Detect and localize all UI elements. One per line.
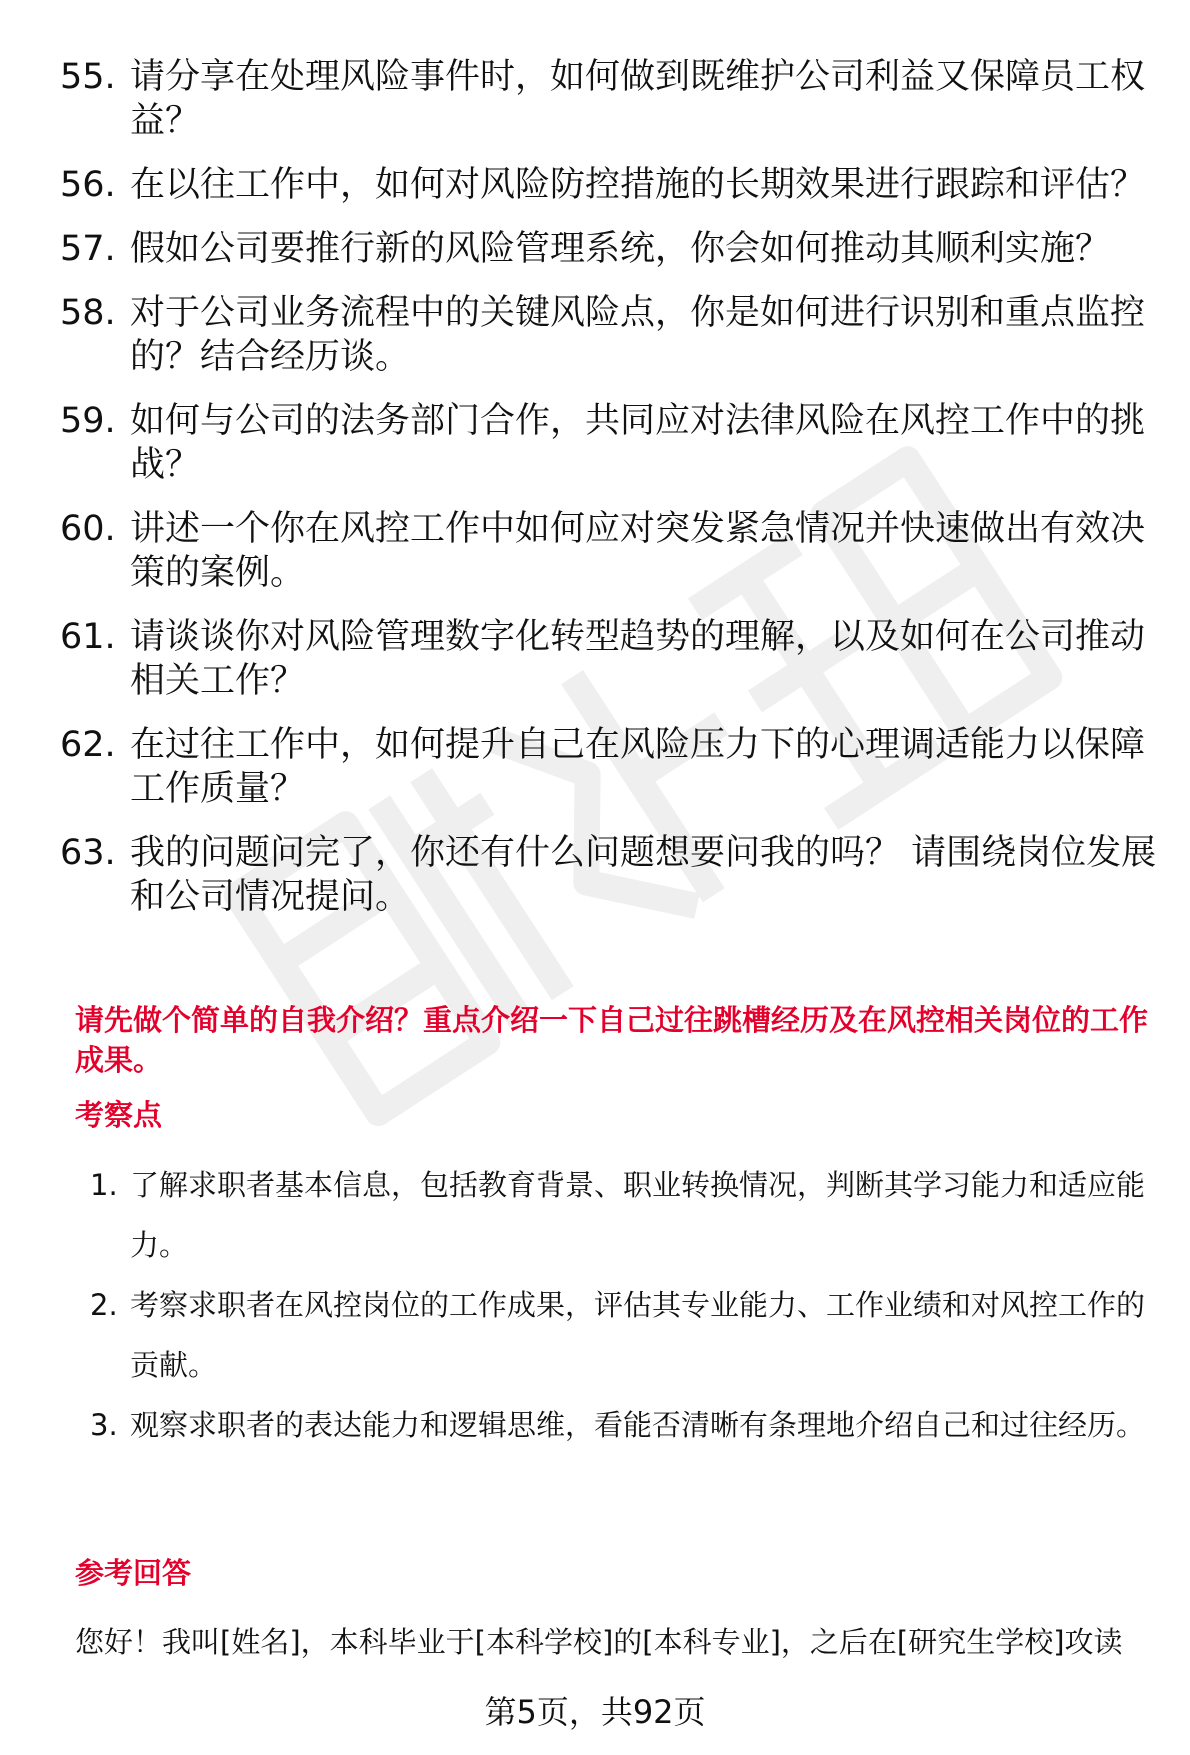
question-number: 62. (60, 725, 116, 765)
question-number: 55. (60, 57, 116, 97)
question-text: 我的问题问完了，你还有什么问题想要问我的吗？ 请围绕岗位发展和公司情况提问。 (130, 833, 1157, 917)
question-text: 假如公司要推行新的风险管理系统，你会如何推动其顺利实施？ (130, 229, 1111, 269)
point-text: 了解求职者基本信息，包括教育背景、职业转换情况，判断其学习能力和适应能力。 (130, 1168, 1146, 1262)
question-text: 对于公司业务流程中的关键风险点，你是如何进行识别和重点监控的？结合经历谈。 (130, 293, 1146, 377)
question-item (60, 615, 1160, 703)
question-number: 63. (60, 833, 116, 873)
question-item (60, 399, 1160, 487)
question-number: 58. (60, 293, 116, 333)
question-item (60, 55, 1160, 143)
reference-title: 参考回答 (75, 1556, 192, 1590)
question-item (60, 291, 1160, 379)
question-item (60, 163, 1160, 207)
question-number: 60. (60, 509, 116, 549)
question-number: 61. (60, 617, 116, 657)
question-number: 56. (60, 165, 116, 205)
assessment-points (75, 1155, 1165, 1455)
question-text: 如何与公司的法务部门合作，共同应对法律风险在风控工作中的挑战？ (130, 401, 1146, 485)
question-text: 请谈谈你对风险管理数字化转型趋势的理解，以及如何在公司推动相关工作？ (130, 617, 1146, 701)
assessment-point (75, 1275, 1165, 1395)
question-number: 57. (60, 229, 116, 269)
question-item (60, 507, 1160, 595)
point-text: 观察求职者的表达能力和逻辑思维，看能否清晰有条理地介绍自己和过往经历。 (130, 1408, 1146, 1442)
question-item (60, 723, 1160, 811)
question-item (60, 831, 1160, 919)
question-text: 在以往工作中，如何对风险防控措施的长期效果进行跟踪和评估？ (130, 165, 1146, 205)
question-text: 在过往工作中，如何提升自己在风险压力下的心理调适能力以保障工作质量？ (130, 725, 1146, 809)
assessment-point (75, 1395, 1165, 1455)
assessment-title: 考察点 (75, 1098, 163, 1132)
question-text: 讲述一个你在风控工作中如何应对突发紧急情况并快速做出有效决策的案例。 (130, 509, 1146, 593)
assessment-point (75, 1155, 1165, 1275)
question-text: 请分享在处理风险事件时，如何做到既维护公司利益又保障员工权益？ (130, 57, 1146, 141)
point-text: 考察求职者在风控岗位的工作成果，评估其专业能力、工作业绩和对风控工作的贡献。 (130, 1288, 1146, 1382)
point-number: 3. (90, 1408, 118, 1442)
page-footer: 第5页，共92页 (484, 1693, 706, 1731)
point-number: 2. (90, 1288, 118, 1322)
question-number: 59. (60, 401, 116, 441)
question-item (60, 227, 1160, 271)
point-number: 1. (90, 1168, 118, 1202)
question-list (60, 55, 1160, 939)
featured-question: 请先做个简单的自我介绍？重点介绍一下自己过往跳槽经历及在风控相关岗位的工作成果。 (75, 1003, 1149, 1077)
reference-answer: 您好！我叫[姓名]，本科毕业于[本科学校]的[本科专业]，之后在[研究生学校]攻读 (75, 1625, 1123, 1659)
